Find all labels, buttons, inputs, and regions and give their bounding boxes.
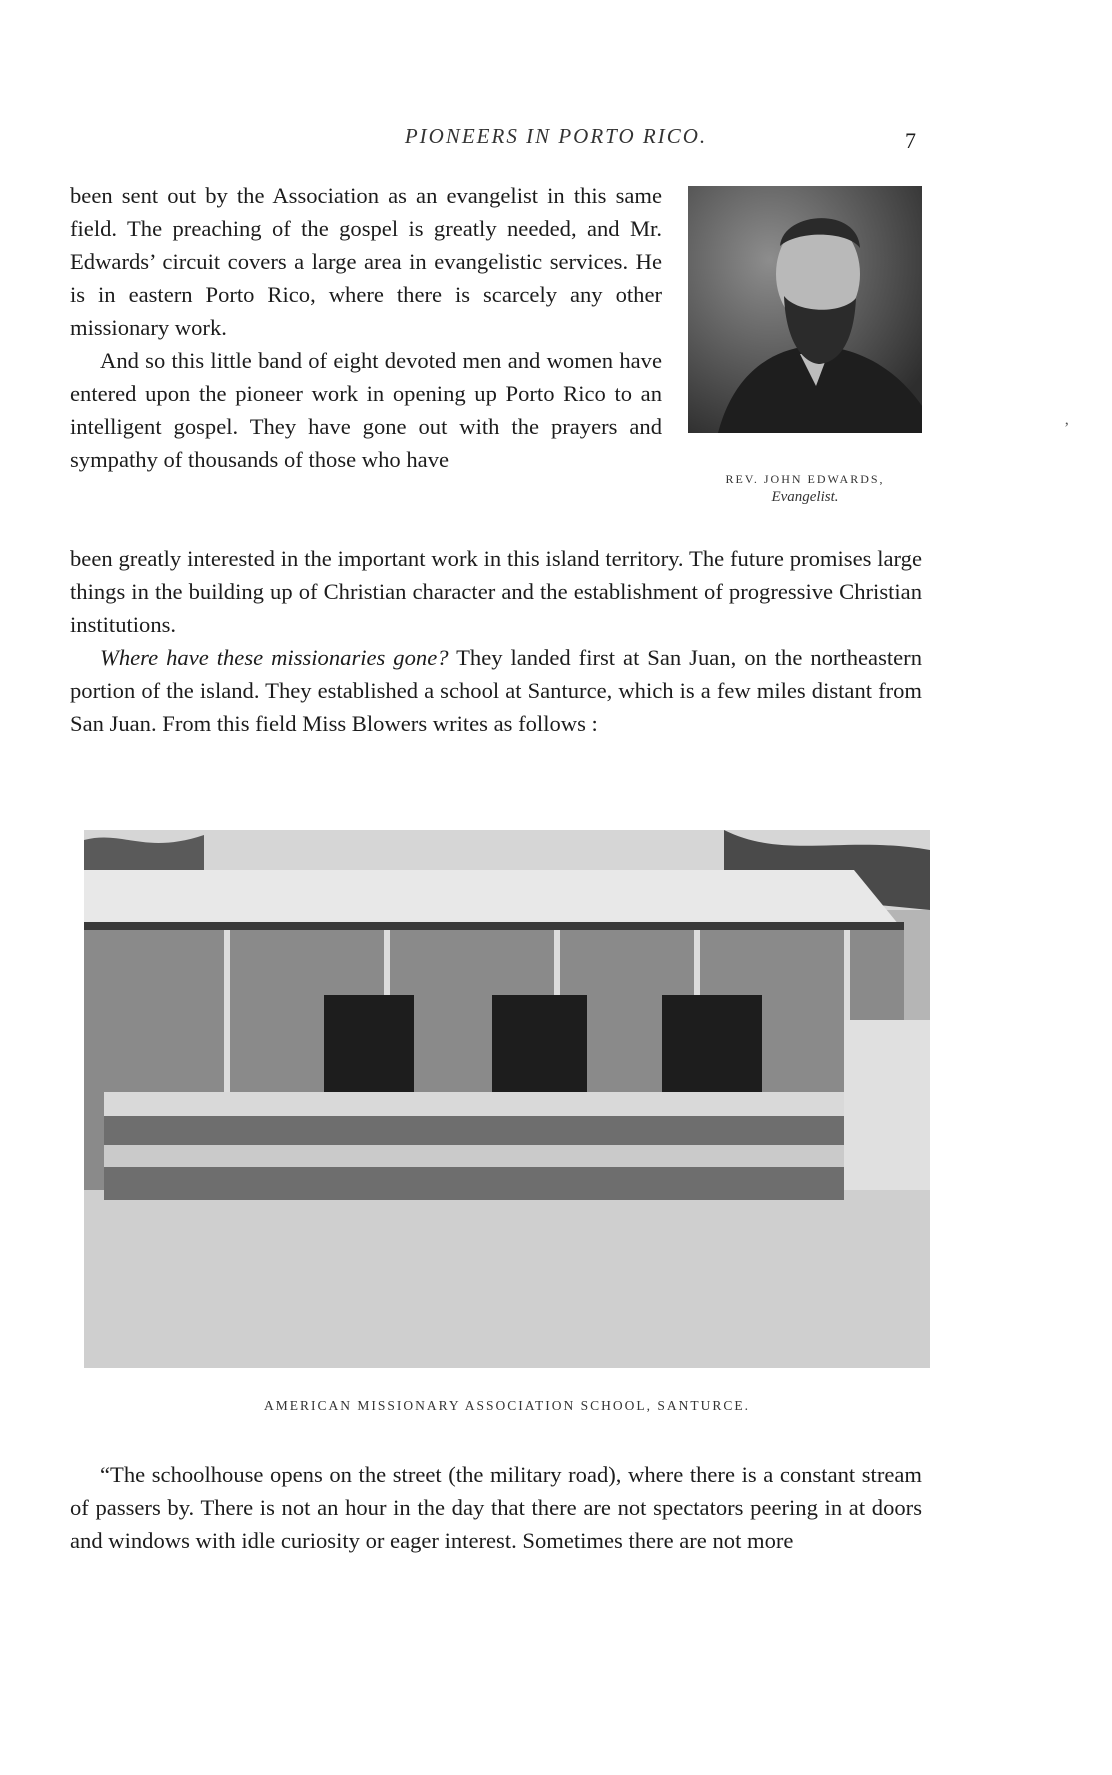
school-illustration <box>84 830 930 1368</box>
portrait-caption-name: REV. JOHN EDWARDS, <box>725 472 885 486</box>
paragraph-band-of-eight: And so this little band of eight devoted men and women have entered upon the pioneer work in opening up Porto Rico to an intelligent gospel. They have gone out with the prayers and sympathy of thousands of those who have <box>70 348 662 472</box>
narrow-text-column <box>70 179 662 476</box>
paragraph-where-gone-rest: They landed first at San Juan, on the northeastern portion of the island. They established a school at Santurce, which is a few miles distant from San Juan. From this field Miss Blowers writes as follows : <box>70 645 923 736</box>
paragraph-band-continued: been greatly interested in the important work in this island territory. The future promises large things in the building up of Christian character and the establishment of progressive Christian institutions. <box>70 546 922 637</box>
page-number: 7 <box>905 128 916 153</box>
portrait-illustration <box>688 186 922 433</box>
portrait-caption <box>680 472 930 506</box>
school-photo <box>84 830 930 1368</box>
portrait-caption-role: Evangelist. <box>771 489 839 505</box>
portrait-photo <box>688 186 922 433</box>
paragraph-quotation: “The schoolhouse opens on the street (the military road), where there is a constant stream of passers by. There is not an hour in the day that there are not spectators peering in at doors and windows with idle curiosity or eager interest. Sometimes there are not more <box>70 1462 922 1553</box>
quotation-column <box>70 1458 922 1557</box>
school-photo-caption: AMERICAN MISSIONARY ASSOCIATION SCHOOL, SANTURCE. <box>263 1398 751 1413</box>
paragraph-continued: been sent out by the Association as an evangelist in this same field. The preaching of the gospel is greatly needed, and Mr. Edwards’ circuit covers a large area in evangelistic services. He is in eastern Porto Rico, where there is scarcely any other missionary work. <box>70 183 662 340</box>
italic-question: Where have these missionaries gone? <box>100 645 449 670</box>
margin-mark: ’ <box>1064 420 1070 437</box>
paragraph-where-gone <box>70 641 922 740</box>
running-title: PIONEERS IN PORTO RICO. <box>404 124 708 148</box>
wide-text-column <box>70 542 922 740</box>
